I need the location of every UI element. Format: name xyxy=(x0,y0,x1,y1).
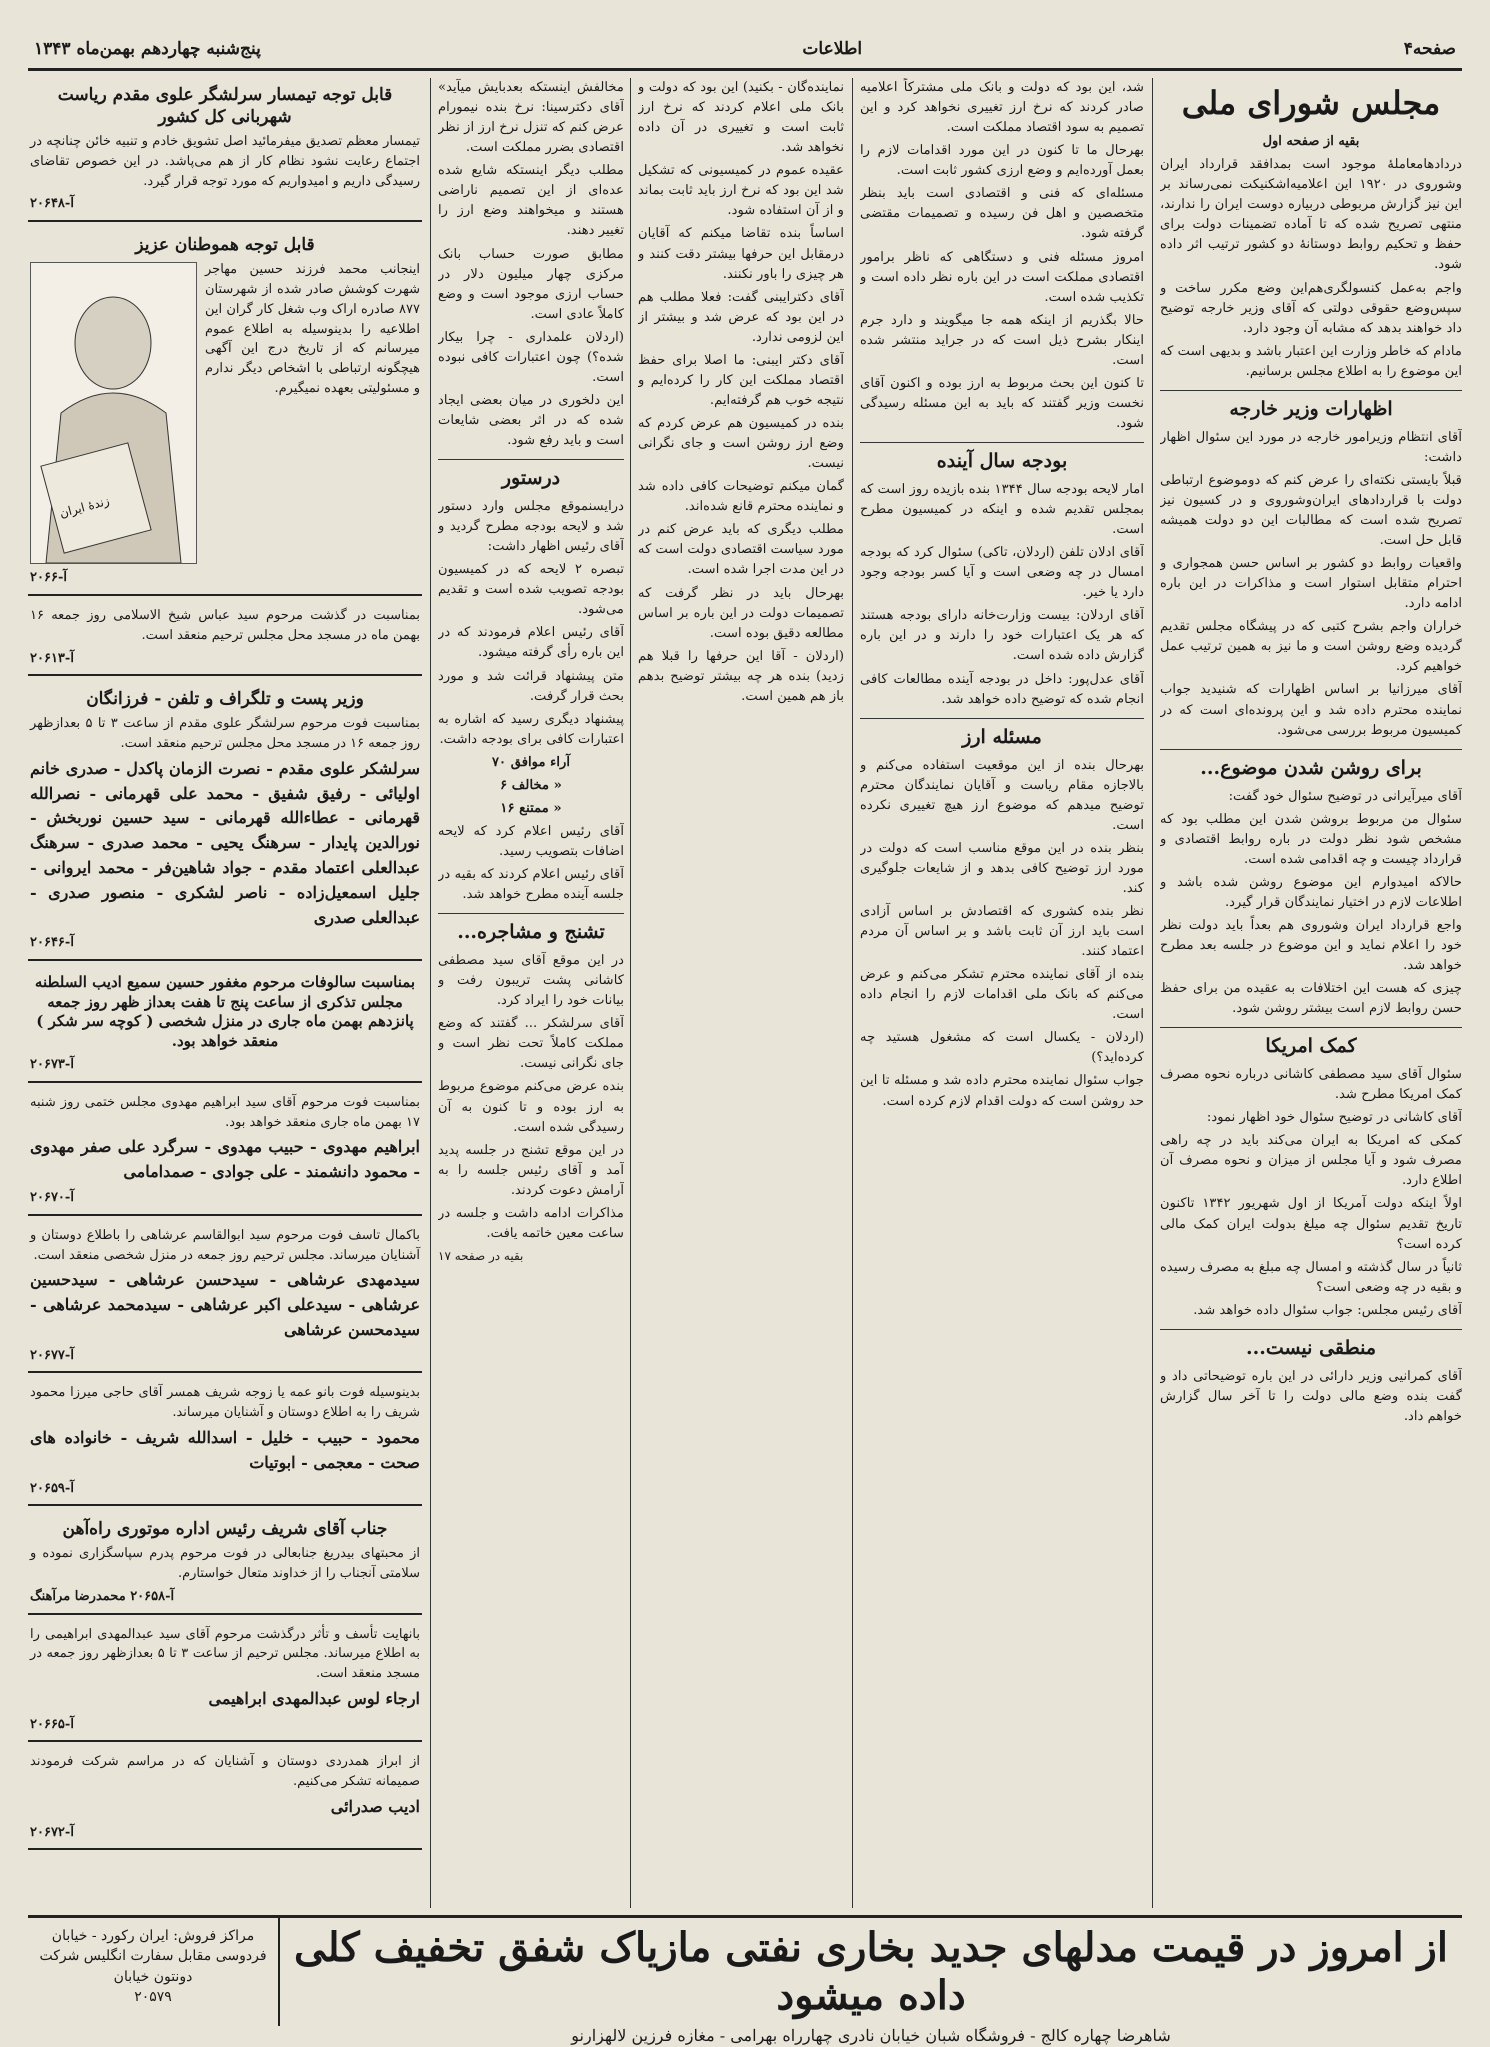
paragraph: نظر بنده کشوری که اقتصادش بر اساس آزادی است باید ارز آن ثابت باشد و بر اساس آن مردم اعتماد کنند. xyxy=(860,903,1144,960)
column-agenda xyxy=(438,78,624,1908)
paragraph: مسئله‌ای که فنی و اقتصادی است باید بنظر متخصصین و اهل فن رسیده و تصمیمات مقتضی گرفته شود. xyxy=(860,186,1144,242)
paragraph: آقای کاشانی در توضیح سئوال خود اظهار نمود: xyxy=(1206,1110,1462,1126)
continued-from: بقیه از صفحه اول xyxy=(1262,134,1360,150)
paragraph: پیشنهاد دیگری رسید که اشاره به اعتبارات کافی برای بودجه داشت. xyxy=(438,711,624,747)
notice-title: جناب آقای شریف رئیس اداره موتوری راه‌آهن xyxy=(62,1519,388,1540)
ad-code: آ-۲۰۶۷۷ xyxy=(30,1347,74,1363)
paragraph: مذاکرات ادامه داشت و جلسه در ساعت معین خاتمه یافت. xyxy=(438,1205,624,1241)
paragraph: آقای دکتر ایبنی: ما اصلا برای حفظ اقتصاد مملکت این کار را کرده‌ایم و نتیجه خوب هم گرفته‌ایم. xyxy=(638,352,844,408)
notice-body: باکمال تاسف فوت مرحوم سید ابوالقاسم عرشاهی را باطلاع دوستان و آشنایان میرساند. مجلس ترحیم روز جمعه در منزل شخصی منعقد است. xyxy=(30,1227,420,1263)
paragraph: آقای رئیس اعلام کرد که لایحه اضافات بتصویب رسید. xyxy=(438,823,624,859)
notice-body: بدینوسیله فوت بانو عمه یا زوجه شریف همسر آقای حاجی میرزا محمود شریف را به اطلاع دوستان و آشنایان میرساند. xyxy=(30,1385,420,1421)
column-budget-currency xyxy=(860,78,1144,1908)
ad-code: آ-۲۰۶۵۸ محمدرضا مرآهنگ xyxy=(30,1588,175,1604)
paragraph: درایسنموقع مجلس وارد دستور شد و لایحه بودجه مطرح گردید و آقای رئیس اظهار داشت: xyxy=(438,499,624,555)
paragraph: آقای ادلان تلفن (اردلان، تاکی) سئوال کرد که بودجه امسال در چه وضعی است و آیا کسر بودجه وجود دارد یا خیر. xyxy=(860,545,1144,601)
paragraph: سئوال من مربوط بروشن شدن این مطلب بود که مشخص شود نظر دولت در باره روابط اقتصادی و قرارداد چیست و چه اقدامی شده است. xyxy=(1160,811,1462,867)
paragraph: بهرحال بنده از این موقعیت استفاده می‌کنم و بالاجازه مقام ریاست و آقایان نمایندگان محترم توضیح میدهم که موضوع ارز هیچ تغییری نکرده است. xyxy=(860,757,1144,833)
paragraph: اساساً بنده تقاضا میکنم که آقایان درمقابل این حرفها بیشتر دقت کنند و هر چیزی را باور نکنند. xyxy=(638,226,844,282)
ad-main xyxy=(280,1918,1462,2045)
ad-title: از امروز در قیمت مدلهای جدید بخاری نفتی مازیاک شفق تخفیف کلی داده میشود xyxy=(294,1924,1448,2019)
paragraph: آقای دکترایبنی گفت: فعلا مطلب هم در این بود که عرض شد و بیشتر از این لزومی ندارد. xyxy=(638,289,844,345)
ad-code: آ-۲۰۶۷۲ xyxy=(30,1824,74,1840)
notice-body: بمناسبت فوت مرحوم سرلشگر علوی مقدم از ساعت ۳ تا ۵ بعدازظهر روز جمعه ۱۶ در مسجد محل مجلس ترحیم منعقد است. xyxy=(30,716,420,752)
notice-title: قابل توجه هموطنان عزیز xyxy=(135,235,315,256)
subhead-american-aid: کمک امریکا xyxy=(1160,1027,1462,1061)
paragraph: درداد‌ها‌معاملهٔ موجود است بمدافقد قرارداد ایران وشوروی در ۱۹۲۰ این اعلامیه‌اشکنیکت نمی‌رساند بر این نیز گزارش مربوطی دربیاره دوست ایران را ندارند، منتهی تصریح شده که تا آماده تضمینات دولت برای حفظ و تحکیم روابط دوستانهٔ دو کشور ترتیب اثر داده شود. xyxy=(1160,157,1462,273)
notice-title: وزیر پست و تلگراف و تلفن - فرزانگان xyxy=(86,689,364,710)
paragraph: تبصره ۲ لایحه که در کمیسیون بودجه تصویب شده است و تقدیم می‌شود. xyxy=(438,562,624,618)
ad-shops: شاهرضا چهاره کالج - فروشگاه شبان خیابان نادری چهارراه بهرامی - مغازه فرزین لالهزارنو xyxy=(571,2026,1171,2045)
column-notices xyxy=(28,78,422,1908)
subhead-agenda: درستور xyxy=(438,459,624,493)
paragraph: جواب سئوال نماینده محترم داده شد و مسئله تا این حد روشن است که دولت اقدام لازم کرده است. xyxy=(860,1073,1144,1109)
notice-names: ارجاء لوس عبدالمهدی ابراهیمی xyxy=(208,1688,420,1708)
paragraph: واجم به‌عمل کنسولگری‌هم‌این وضع مکرر ساخت و سپس‌وضع حقوقی دولتی که آقای وزیر خارجه توضیح داد خواهند بدهد که مشابه آن وجود دارد. xyxy=(1160,280,1462,336)
paragraph: خراران واجم بشرح کتبی که در پیشگاه مجلس تقدیم گردیده وضع روشن است و ما نیز به همین ترتیب عمل خواهیم کرد. xyxy=(1160,619,1462,675)
notice-names: ادیب صدرائی xyxy=(330,1796,420,1816)
notice-sharif xyxy=(28,1379,422,1506)
paragraph: ثانیاً در سال گذشته و امسال چه مبلغ به مصرف رسیده و بقیه در چه وضعی است؟ xyxy=(1160,1259,1462,1295)
ad-code: آ-۲۰۶۷۳ xyxy=(30,1057,74,1073)
notice-names: سرلشکر علوی مقدم - نصرت الزمان پاکدل - صدری خانم اولیائی - رفیق شفیق - محمد علی قهرمانی - نصرالله قهرمانی - عطاءالله قهرمانی - سید حسین نوربخش - نورالدین پایدار - سرهنگ یحیی - محمد صدری - سرهنگ عبدالعلی اعتماد مقدم - جواد شاهین‌فر - محمد ایروانی - جلیل اسمعیل‌زاده - ناصر لشکری - منصور صدری - عبدالعلی صدری xyxy=(30,758,420,927)
ad-code: آ-۲۰۶۴۸ xyxy=(30,196,74,212)
ad-code: آ-۲۰۶۴۶ xyxy=(30,935,74,951)
notice-title: قابل توجه تیمسار سرلشگر علوی مقدم ریاست شهربانی کل کشور xyxy=(57,85,393,128)
paragraph: در این موقع تشنج در جلسه پدید آمد و آقای رئیس جلسه را به آرامش دعوت کردند. xyxy=(438,1142,624,1198)
newspaper-page xyxy=(28,30,1462,2045)
headline-majlis: مجلس شورای ملی xyxy=(1181,84,1441,122)
ad-code: آ-۲۰۶۷۰ xyxy=(30,1190,74,1206)
column-parliament xyxy=(1160,78,1462,1908)
notice-arshahi xyxy=(28,1222,422,1374)
ad-code: ۲۰۵۷۹ xyxy=(134,1988,172,2005)
portrait-caption: زندهٔ ایران xyxy=(58,493,111,521)
header-date: پنج‌شنبه چهاردهم بهمن‌ماه ۱۳۴۳ xyxy=(34,39,261,59)
notice-ebrahimi xyxy=(28,1621,422,1743)
column-rule xyxy=(430,78,431,1908)
continued-on: بقیه در صفحه ۱۷ xyxy=(438,1248,524,1263)
header-paper-name: اطلاعات xyxy=(802,39,863,59)
ad-code: آ-۲۰۶۱۳ xyxy=(30,650,74,666)
notice-railway xyxy=(28,1512,422,1614)
page-header xyxy=(28,30,1462,71)
paragraph: کمکی که امریکا به ایران می‌کند باید در چه راهی مصرف شود و آیا مجلس از میزان و نحوه مصرف آن اطلاع دارد. xyxy=(1160,1133,1462,1189)
column-rule xyxy=(630,78,631,1908)
notice-mahdavi xyxy=(28,1089,422,1216)
paragraph: سئوال آقای سید مصطفی کاشانی درباره نحوه مصرف کمک امریکا مطرح شد. xyxy=(1160,1067,1462,1103)
subhead-clarification: برای روشن شدن موضوع... xyxy=(1160,749,1462,783)
subhead-currency-issue: مسئله ارز xyxy=(860,718,1144,752)
notice-anniversary xyxy=(28,967,422,1083)
notice-body: از محبتهای بیدریغ جنابعالی در فوت مرحوم پدرم سپاسگزاری نموده و سلامتی آنجناب را از خداوند متعال خواستارم. xyxy=(30,1546,420,1582)
notice-thanks xyxy=(28,1748,422,1850)
paragraph: (اردلان علمداری - چرا بیکار شده؟) چون اعتبارات کافی نبوده است. xyxy=(438,329,624,385)
ad-sales-centers xyxy=(28,1918,280,2026)
paragraph: مادام که خاطر وزارت این اعتبار باشد و بدیهی است که این موضوع را به اطلاع مجلس برسانیم. xyxy=(1160,343,1462,379)
paragraph: آقای انتظام وزیرامور خارجه در مورد این سئوال اظهار داشت: xyxy=(1160,429,1462,465)
ad-code: آ-۲۰۶۵۹ xyxy=(30,1480,74,1496)
paragraph: گمان میکنم توضیحات کافی داده شد و نماینده محترم قانع شده‌اند. xyxy=(638,479,844,515)
ad-sales-text: مراکز فروش: ایران رکورد - خیابان فردوسی مقابل سفارت انگلیس شرکت دونتون خیابان xyxy=(39,1928,267,1985)
paragraph: بهرحال ما تا کنون در این مورد اقدامات لازم را بعمل آورده‌ایم و وضع ارزی کشور ثابت است. xyxy=(860,143,1144,179)
paragraph: آقای میرآیرانی در توضیح سئوال خود گفت: xyxy=(1228,788,1462,804)
ad-code: آ-۲۰۶۶۵ xyxy=(30,1716,74,1732)
notice-body: تیمسار معظم تصدیق میفرمائید اصل تشویق خادم و تنبیه خائن چنانچه در اجتماع رعایت نشود نظام کار از هم می‌پاشد. در این خصوص تقاضای رسیدگی داریم و امیدواریم که مورد توجه قرار گیرد. xyxy=(30,134,420,189)
notice-compatriots xyxy=(28,228,422,596)
paragraph: آقای عدل‌پور: داخل در بودجه آینده مطالعات کافی انجام شده که توضیح داده خواهد شد. xyxy=(860,671,1144,707)
notice-names: ابراهیم مهدوی - حبیب مهدوی - سرگرد علی صفر مهدوی - محمود دانشمند - علی جوادی - صمدامامی xyxy=(30,1137,420,1182)
paragraph: شد، این بود که دولت و بانک ملی مشترکاً اعلامیه صادر کردند که نرخ ارز تغییری نخواهد کرد و این تصمیم به سود اقتصاد مملکت است. xyxy=(860,80,1144,136)
paragraph: مخالفش اینستکه بعدبایش میآید» آقای دکترسینا: نرخ بنده نیمورام عرض کنم که تنزل نرخ ارز از نظر اقتصادی بضرر مملکت است. xyxy=(438,80,624,156)
paragraph: نماینده‌گان - بکنید) این بود که دولت و بانک ملی اعلام کردند که نرخ ارز ثابت است و تغییری در آن داده نخواهد شد. xyxy=(638,80,844,156)
paragraph: چیزی که هست این اختلافات به عقیده من برای حفظ حسن روابط لازم است بیشتر روشن شود. xyxy=(1160,981,1462,1017)
paragraph: بنده در کمیسیون هم عرض کردم که وضع ارز روشن است و جای نگرانی نیست. xyxy=(638,416,844,472)
paragraph: واجع قرارداد ایران وشوروی هم بعداً باید دولت نظر خود را اعلام نماید و این موضوع در جلسه بعد مطرح خواهد شد. xyxy=(1160,917,1462,974)
notice-body: اینجانب محمد فرزند حسین مهاجر شهرت کوشش صادر شده از شهرستان ۸۷۷ صادره اراک وب شغل کار گران این اطلاعیه را بدینوسیله به اطلاع عموم میرسانم که از تاریخ درج این آگهی هیچگونه ارتباطی با اشخاص دیگر ندارم و مسئولیتی بعهده نمیگیرم. xyxy=(205,262,420,396)
paragraph: حالا بگذریم از اینکه همه جا میگویند و دارد جرم اینکار بشرح ذیل است که در جراید منتشر شده است. xyxy=(860,312,1144,368)
paragraph: (اردلان - یکسال است که مشغول هستید چه کرده‌اید؟) xyxy=(860,1030,1144,1066)
paragraph: آقای کمرانیی وزیر دارائی در این باره توضیحاتی داد و گفت بنده وضع مالی دولت را تا آخر سال گزارش خواهم داد. xyxy=(1160,1368,1462,1424)
subhead-not-logical: منطقی نیست... xyxy=(1160,1329,1462,1363)
paragraph: آقای اردلان: بیست وزارت‌خانه دارای بودجه هستند که هر یک اعتبارات خود را دارند و در این باره گزارش داده شده است. xyxy=(860,608,1144,664)
paragraph: آقای سرلشکر ... گفتند که وضع مملکت کاملاً تحت نظر است و جای نگرانی نیست. xyxy=(438,1016,624,1072)
paragraph: امار لایحه بودجه سال ۱۳۴۴ بنده بازیده روز است که بمجلس تقدیم شده و اینکه در کمیسیون مطرح است. xyxy=(860,481,1144,538)
paragraph: بنده عرض می‌کنم موضوع مربوط به ارز بوده و تا کنون به آن رسیدگی شده است. xyxy=(438,1079,624,1135)
column-debate xyxy=(638,78,844,1908)
ad-code: آ-۲۰۶۶ xyxy=(30,570,67,586)
paragraph: قبلاً بایستی نکته‌ای را عرض کنم که دوموضوع ارتباطی دولت با قراردادهای ایران‌وشوروی و در کسیون نیز تصریح شده است که مطالبات این دو دولت همیشه قابل حل است. xyxy=(1160,472,1462,549)
notice-names: محمود - حبیب - خلیل - اسدالله شریف - خانواده های صحت - معجمی - ابوتیات xyxy=(30,1427,420,1472)
paragraph: بهرحال باید در نظر گرفت که تصمیمات دولت در این باره بر اساس مطالعه دقیق بوده است. xyxy=(638,585,844,641)
paragraph: تا کنون این بحث مربوط به ارز بوده و اکنون آقای نخست وزیر گفتند که باید به این مسئله رسیدگی شود. xyxy=(860,375,1144,431)
notice-body: بمناسبت فوت مرحوم آقای سید ابراهیم مهدوی مجلس ختمی روز شنبه ۱۷ بهمن ماه جاری منعقد خواهد بود. xyxy=(30,1094,420,1130)
notice-body: بمناسبت در گذشت مرحوم سید عباس شیخ الاسلامی روز جمعه ۱۶ بهمن ماه در مسجد محل مجلس ترحیم منعقد است. xyxy=(30,608,420,643)
vote-in-favor: آراء موافق ۷۰ xyxy=(491,754,571,770)
paragraph: آقای رئیس اعلام کردند که بقیه در جلسه آینده مطرح خواهد شد. xyxy=(438,867,624,903)
portrait-image xyxy=(30,262,197,564)
paragraph: در این موقع آقای سید مصطفی کاشانی پشت تریبون رفت و بیانات خود را ایراد کرد. xyxy=(438,953,624,1009)
paragraph: مطلب دیگر اینستکه شایع شده عده‌ای از این تصمیم ناراضی هستند و میخواهند وضع ارز را تغییر دهند. xyxy=(438,163,624,239)
paragraph: امروز مسئله فنی و دستگاهی که ناظر برامور اقتصادی مملکت است در این باره نظر داده است و تکذیب شده است. xyxy=(860,249,1144,305)
paragraph: بنظر بنده در این موقع مناسب است که دولت در مورد ارز توضیح کافی بدهد و از شایعات جلوگیری کند. xyxy=(860,840,1144,896)
paragraph: (اردلان - آقا این حرفها را قبلا هم زدید) بنده هر چه بیشتر توضیح بدهم باز هم همین است. xyxy=(638,648,844,704)
heater-advertisement xyxy=(28,1915,1462,2045)
subhead-next-year-budget: بودجه سال آینده xyxy=(860,442,1144,476)
subhead-foreign-minister: اظهارات وزیر خارجه xyxy=(1160,390,1462,424)
subhead-tension: تشنج و مشاجره... xyxy=(438,913,624,947)
notice-body: بانهایت تأسف و تأثر درگذشت مرحوم آقای سید عبدالمهدی ابراهیمی را به اطلاع میرساند. مجلس ترحیم از ساعت ۳ تا ۵ بعدازظهر روز جمعه در مسجد منعقد است. xyxy=(30,1626,420,1682)
paragraph: آقای میرزانیا بر اساس اظهارات که شنیدید جواب نماینده محترم داده شد و این پرونده‌ای است که در کمیسیون مربوط بررسی می‌شود. xyxy=(1160,682,1462,738)
paragraph: آقای رئیس اعلام فرمودند که در این باره رأی گرفته میشود. xyxy=(438,625,624,661)
paragraph: مطابق صورت حساب بانک مرکزی چهار میلیون دلار در حساب ارزی موجود است و وضع کاملاً عادی است. xyxy=(438,246,624,322)
column-rule xyxy=(1152,78,1153,1908)
notice-names: سیدمهدی عرشاهی - سیدحسن عرشاهی - سیدحسین عرشاهی - سیدعلی اکبر عرشاهی - سیدمحمد عرشاهی - سیدمحسن عرشاهی xyxy=(30,1270,420,1339)
paragraph: مطلب دیگری که باید عرض کنم در مورد سیاست اقتصادی دولت است که در این مدت اجرا شده است. xyxy=(638,522,844,578)
notice-police-chief xyxy=(28,78,422,222)
paragraph: اولاً اینکه دولت آمریکا از اول شهریور ۱۳۴۲ تاکنون تاریخ تقدیم سئوال چه میلغ بدولت ایران کمک مالی کرده است؟ xyxy=(1160,1196,1462,1252)
column-rule xyxy=(852,78,853,1908)
vote-abstain: « ممتنع ۱۶ xyxy=(500,800,562,816)
notice-ptt-minister xyxy=(28,682,422,961)
paragraph: بنده از آقای نماینده محترم تشکر می‌کنم و عرض می‌کنم که بانک ملی اقدامات لازم را انجام داده است. xyxy=(860,967,1144,1023)
paragraph: این دلخوری در میان بعضی ایجاد شده که در اثر بعضی شایعات است و باید رفع شود. xyxy=(438,392,624,449)
paragraph: واقعیات روابط دو کشور بر اساس حسن همجواری و احترام متقابل استوار است و مذاکرات در این باره ادامه دارد. xyxy=(1160,556,1462,612)
paragraph: عقیده عموم در کمیسیونی که تشکیل شد این بود که نرخ ارز باید ثابت بماند و از آن استفاده شود. xyxy=(638,163,844,219)
notice-body: از ابراز همدردی دوستان و آشنایان که در مراسم شرکت فرمودند صمیمانه تشکر می‌کنیم. xyxy=(30,1754,420,1790)
paragraph: حالاکه امیدوارم این موضوع روشن شده باشد و اطلاعات لازم در اختیار نمایندگان قرار گیرد. xyxy=(1160,874,1462,910)
header-page-number: صفحه۴ xyxy=(1403,39,1456,59)
notice-title: بمناسبت سالوفات مرحوم مغفور حسین سمیع ادیب السلطنه مجلس تذکری از ساعت پنج تا هفت بعداز ظهر روز جمعه پانزدهم بهمن ماه جاری در منزل شخصی ( کوچه سر شکر ) منعقد خواهد بود. xyxy=(34,973,416,1050)
paragraph: متن پیشنهاد قرائت شد و مورد بحث قرار گرفت. xyxy=(438,668,624,704)
notice-memorial xyxy=(28,602,422,676)
vote-against: « مخالف ۶ xyxy=(500,777,562,793)
paragraph: آقای رئیس مجلس: جواب سئوال داده خواهد شد. xyxy=(1193,1302,1462,1318)
